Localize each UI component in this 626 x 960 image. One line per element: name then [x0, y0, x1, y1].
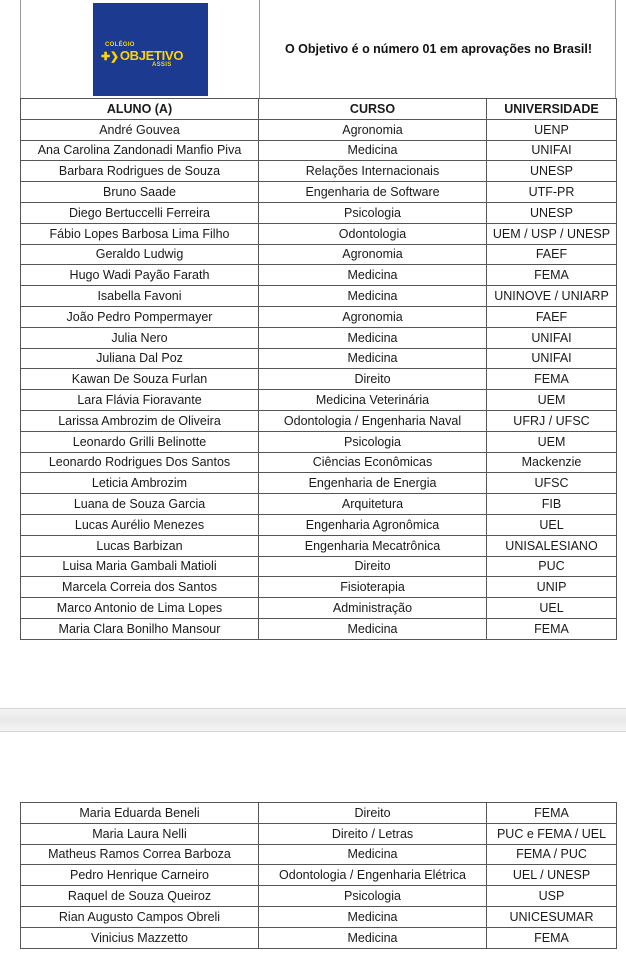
university-cell: UEL	[487, 598, 617, 619]
logo-line-1: COLÉGIO	[105, 42, 135, 48]
table-header-row	[21, 99, 617, 120]
student-name-cell: Matheus Ramos Correa Barboza	[21, 844, 259, 865]
logo-line-3: ASSIS	[152, 62, 172, 68]
university-cell: PUC	[487, 556, 617, 577]
table-row	[21, 390, 617, 411]
university-cell: UNICESUMAR	[487, 906, 617, 927]
student-name-cell: Kawan De Souza Furlan	[21, 369, 259, 390]
course-cell: Direito	[259, 369, 487, 390]
school-logo	[93, 3, 208, 96]
university-cell: UTF-PR	[487, 182, 617, 203]
course-cell: Odontologia / Engenharia Elétrica	[259, 865, 487, 886]
student-name-cell: Leticia Ambrozim	[21, 473, 259, 494]
document-header	[20, 0, 616, 98]
table-row	[21, 577, 617, 598]
table-row	[21, 927, 617, 948]
course-cell: Agronomia	[259, 119, 487, 140]
logo-line-2	[101, 48, 183, 63]
course-cell: Fisioterapia	[259, 577, 487, 598]
student-name-cell: Larissa Ambrozim de Oliveira	[21, 410, 259, 431]
course-cell: Engenharia Agronômica	[259, 514, 487, 535]
university-cell: PUC e FEMA / UEL	[487, 823, 617, 844]
student-name-cell: Vinicius Mazzetto	[21, 927, 259, 948]
student-name-cell: Fábio Lopes Barbosa Lima Filho	[21, 223, 259, 244]
table-row	[21, 473, 617, 494]
course-cell: Medicina	[259, 844, 487, 865]
course-cell: Medicina	[259, 906, 487, 927]
course-cell: Psicologia	[259, 431, 487, 452]
table-row	[21, 223, 617, 244]
student-name-cell: Isabella Favoni	[21, 286, 259, 307]
table-row	[21, 202, 617, 223]
header-tagline: O Objetivo é o número 01 em aprovações no Brasil!	[284, 42, 593, 56]
university-cell: UNIFAI	[487, 348, 617, 369]
approvals-table	[20, 98, 617, 640]
university-cell: FAEF	[487, 306, 617, 327]
course-cell: Psicologia	[259, 886, 487, 907]
student-name-cell: Maria Clara Bonilho Mansour	[21, 618, 259, 639]
student-name-cell: Bruno Saade	[21, 182, 259, 203]
student-name-cell: Ana Carolina Zandonadi Manfio Piva	[21, 140, 259, 161]
course-cell: Medicina	[259, 327, 487, 348]
course-cell: Ciências Econômicas	[259, 452, 487, 473]
university-cell: Mackenzie	[487, 452, 617, 473]
university-cell: FEMA	[487, 265, 617, 286]
table-row	[21, 803, 617, 824]
university-cell: FIB	[487, 494, 617, 515]
student-name-cell: Leonardo Grilli Belinotte	[21, 431, 259, 452]
university-cell: FEMA / PUC	[487, 844, 617, 865]
course-cell: Engenharia de Software	[259, 182, 487, 203]
table-row	[21, 182, 617, 203]
student-name-cell: Julia Nero	[21, 327, 259, 348]
student-name-cell: André Gouvea	[21, 119, 259, 140]
table-row	[21, 140, 617, 161]
student-name-cell: Lucas Barbizan	[21, 535, 259, 556]
student-name-cell: Marcela Correia dos Santos	[21, 577, 259, 598]
university-cell: UEM	[487, 390, 617, 411]
table-row	[21, 535, 617, 556]
table-row	[21, 598, 617, 619]
university-cell: UNIP	[487, 577, 617, 598]
course-cell: Medicina	[259, 286, 487, 307]
course-cell: Medicina Veterinária	[259, 390, 487, 411]
student-name-cell: Luana de Souza Garcia	[21, 494, 259, 515]
table-row	[21, 369, 617, 390]
table-row	[21, 119, 617, 140]
student-name-cell: Diego Bertuccelli Ferreira	[21, 202, 259, 223]
table-row	[21, 865, 617, 886]
student-name-cell: Raquel de Souza Queiroz	[21, 886, 259, 907]
approvals-table-continued	[20, 802, 617, 949]
course-cell: Engenharia de Energia	[259, 473, 487, 494]
student-name-cell: Rian Augusto Campos Obreli	[21, 906, 259, 927]
table-row	[21, 906, 617, 927]
university-cell: UFSC	[487, 473, 617, 494]
double-chevron-icon: ✚❯	[101, 51, 119, 63]
university-cell: FAEF	[487, 244, 617, 265]
student-name-cell: Juliana Dal Poz	[21, 348, 259, 369]
course-cell: Odontologia	[259, 223, 487, 244]
course-cell: Medicina	[259, 927, 487, 948]
course-cell: Administração	[259, 598, 487, 619]
column-header-course: CURSO	[259, 99, 487, 120]
university-cell: UEM / USP / UNESP	[487, 223, 617, 244]
approvals-table-body	[21, 119, 617, 639]
university-cell: UEM	[487, 431, 617, 452]
table-row	[21, 494, 617, 515]
university-cell: FEMA	[487, 369, 617, 390]
table-row	[21, 265, 617, 286]
student-name-cell: Lara Flávia Fioravante	[21, 390, 259, 411]
table-row	[21, 452, 617, 473]
course-cell: Direito	[259, 803, 487, 824]
course-cell: Psicologia	[259, 202, 487, 223]
table-row	[21, 348, 617, 369]
university-cell: UNESP	[487, 202, 617, 223]
university-cell: UNESP	[487, 161, 617, 182]
column-header-university: UNIVERSIDADE	[487, 99, 617, 120]
course-cell: Medicina	[259, 140, 487, 161]
student-name-cell: Lucas Aurélio Menezes	[21, 514, 259, 535]
course-cell: Direito / Letras	[259, 823, 487, 844]
table-row	[21, 823, 617, 844]
university-cell: FEMA	[487, 618, 617, 639]
course-cell: Agronomia	[259, 244, 487, 265]
table-row	[21, 327, 617, 348]
student-name-cell: Marco Antonio de Lima Lopes	[21, 598, 259, 619]
table-row	[21, 161, 617, 182]
university-cell: UNINOVE / UNIARP	[487, 286, 617, 307]
page-separator	[0, 708, 626, 732]
document-page-2	[0, 732, 626, 960]
table-row	[21, 306, 617, 327]
table-row	[21, 431, 617, 452]
university-cell: FEMA	[487, 803, 617, 824]
university-cell: UEL / UNESP	[487, 865, 617, 886]
column-header-student: ALUNO (A)	[21, 99, 259, 120]
university-cell: UNIFAI	[487, 327, 617, 348]
student-name-cell: Barbara Rodrigues de Souza	[21, 161, 259, 182]
table-row	[21, 514, 617, 535]
student-name-cell: Geraldo Ludwig	[21, 244, 259, 265]
student-name-cell: Maria Laura Nelli	[21, 823, 259, 844]
course-cell: Agronomia	[259, 306, 487, 327]
student-name-cell: Leonardo Rodrigues Dos Santos	[21, 452, 259, 473]
university-cell: UNIFAI	[487, 140, 617, 161]
course-cell: Relações Internacionais	[259, 161, 487, 182]
table-row	[21, 410, 617, 431]
course-cell: Medicina	[259, 618, 487, 639]
approvals-table-continued-body	[21, 803, 617, 949]
table-row	[21, 844, 617, 865]
student-name-cell: Pedro Henrique Carneiro	[21, 865, 259, 886]
student-name-cell: Hugo Wadi Payão Farath	[21, 265, 259, 286]
student-name-cell: Luisa Maria Gambali Matioli	[21, 556, 259, 577]
course-cell: Medicina	[259, 265, 487, 286]
university-cell: UNISALESIANO	[487, 535, 617, 556]
table-row	[21, 244, 617, 265]
university-cell: UFRJ / UFSC	[487, 410, 617, 431]
table-row	[21, 556, 617, 577]
student-name-cell: Maria Eduarda Beneli	[21, 803, 259, 824]
table-row	[21, 286, 617, 307]
university-cell: UEL	[487, 514, 617, 535]
university-cell: UENP	[487, 119, 617, 140]
student-name-cell: João Pedro Pompermayer	[21, 306, 259, 327]
course-cell: Medicina	[259, 348, 487, 369]
course-cell: Odontologia / Engenharia Naval	[259, 410, 487, 431]
table-row	[21, 886, 617, 907]
university-cell: USP	[487, 886, 617, 907]
course-cell: Arquitetura	[259, 494, 487, 515]
table-row	[21, 618, 617, 639]
logo-wordmark: OBJETIVO	[119, 48, 184, 63]
university-cell: FEMA	[487, 927, 617, 948]
course-cell: Direito	[259, 556, 487, 577]
course-cell: Engenharia Mecatrônica	[259, 535, 487, 556]
